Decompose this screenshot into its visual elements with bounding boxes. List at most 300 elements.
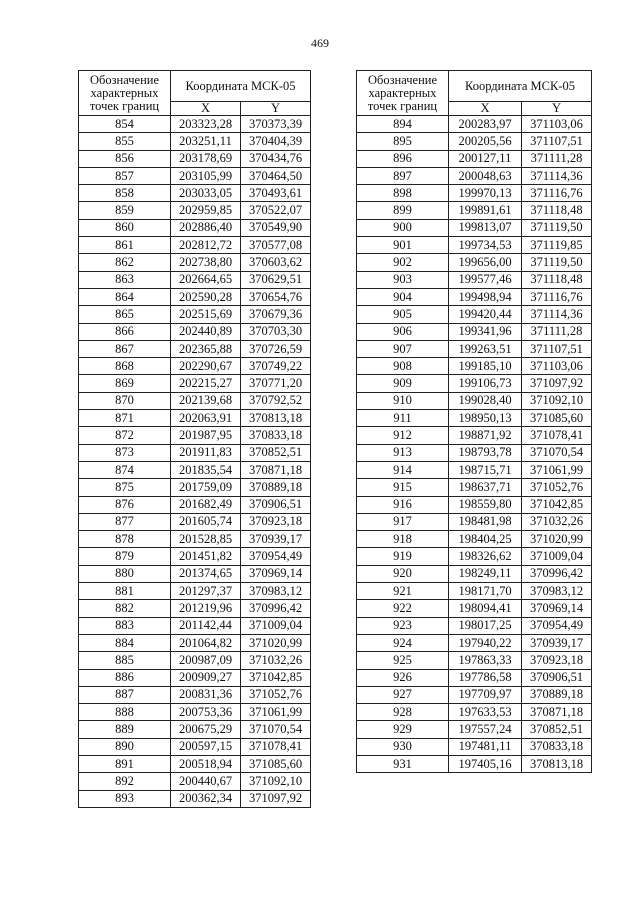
point-number: 917: [357, 513, 449, 530]
coord-x: 198404,25: [449, 531, 522, 548]
point-number: 910: [357, 392, 449, 409]
coord-y: 371061,99: [522, 461, 592, 478]
table-row: [357, 254, 592, 271]
point-number: 900: [357, 219, 449, 236]
coord-x: 200987,09: [171, 652, 241, 669]
coord-x: 201374,65: [171, 565, 241, 582]
coord-y: 371114,36: [522, 167, 592, 184]
coord-y: 371116,76: [522, 185, 592, 202]
point-number: 860: [79, 219, 171, 236]
table-row: [357, 306, 592, 323]
coord-y: 370969,14: [522, 600, 592, 617]
coord-x: 200362,34: [171, 790, 241, 807]
table-row: [79, 600, 311, 617]
table-row: [357, 461, 592, 478]
header-point-code: Обозначение характерных точек границ: [79, 71, 171, 116]
coord-y: 370654,76: [241, 288, 311, 305]
coord-y: 371116,76: [522, 288, 592, 305]
point-number: 897: [357, 167, 449, 184]
point-number: 859: [79, 202, 171, 219]
coord-x: 201682,49: [171, 496, 241, 513]
point-number: 909: [357, 375, 449, 392]
point-number: 881: [79, 583, 171, 600]
coord-x: 200597,15: [171, 738, 241, 755]
point-number: 918: [357, 531, 449, 548]
coord-x: 201142,44: [171, 617, 241, 634]
table-row: [79, 548, 311, 565]
coord-y: 371114,36: [522, 306, 592, 323]
coord-y: 371103,06: [522, 116, 592, 133]
table-row: [79, 150, 311, 167]
coord-y: 371097,92: [522, 375, 592, 392]
coord-x: 201759,09: [171, 479, 241, 496]
point-number: 856: [79, 150, 171, 167]
coord-x: 199577,46: [449, 271, 522, 288]
coord-y: 370679,36: [241, 306, 311, 323]
coord-y: 371119,85: [522, 237, 592, 254]
point-number: 878: [79, 531, 171, 548]
point-number: 903: [357, 271, 449, 288]
coord-y: 371009,04: [241, 617, 311, 634]
coord-x: 202886,40: [171, 219, 241, 236]
table-row: [79, 721, 311, 738]
coord-x: 198017,25: [449, 617, 522, 634]
point-number: 862: [79, 254, 171, 271]
point-number: 886: [79, 669, 171, 686]
table-row: [357, 271, 592, 288]
coord-x: 202063,91: [171, 410, 241, 427]
coord-y: 370726,59: [241, 340, 311, 357]
point-number: 854: [79, 116, 171, 133]
table-row: [357, 479, 592, 496]
coord-x: 201987,95: [171, 427, 241, 444]
point-number: 880: [79, 565, 171, 582]
coord-y: 370852,51: [522, 721, 592, 738]
coord-y: 371070,54: [522, 444, 592, 461]
coord-x: 198715,71: [449, 461, 522, 478]
coord-x: 199970,13: [449, 185, 522, 202]
point-number: 928: [357, 704, 449, 721]
coord-y: 371042,85: [522, 496, 592, 513]
coord-y: 370871,18: [522, 704, 592, 721]
table-row: [79, 306, 311, 323]
point-number: 879: [79, 548, 171, 565]
coord-x: 202290,67: [171, 358, 241, 375]
coord-y: 371119,50: [522, 219, 592, 236]
coord-y: 371085,60: [241, 755, 311, 772]
table-row: [79, 323, 311, 340]
table-row: [357, 116, 592, 133]
coord-x: 197405,16: [449, 755, 522, 772]
page-number: 469: [311, 36, 329, 50]
point-number: 870: [79, 392, 171, 409]
coord-x: 200909,27: [171, 669, 241, 686]
coord-y: 370749,22: [241, 358, 311, 375]
coord-y: 370373,39: [241, 116, 311, 133]
coord-y: 371078,41: [241, 738, 311, 755]
coordinates-table-left: [78, 70, 311, 808]
coord-x: 198871,92: [449, 427, 522, 444]
table-row: [357, 704, 592, 721]
coord-x: 197709,97: [449, 686, 522, 703]
coord-x: 201297,37: [171, 583, 241, 600]
coord-y: 371092,10: [522, 392, 592, 409]
coord-y: 371118,48: [522, 202, 592, 219]
table-row: [357, 167, 592, 184]
coord-x: 201911,83: [171, 444, 241, 461]
coord-x: 203033,05: [171, 185, 241, 202]
point-number: 895: [357, 133, 449, 150]
point-number: 863: [79, 271, 171, 288]
table-row: [79, 669, 311, 686]
point-number: 911: [357, 410, 449, 427]
table-row: [79, 496, 311, 513]
coord-y: 370871,18: [241, 461, 311, 478]
coord-y: 371020,99: [522, 531, 592, 548]
table-row: [357, 617, 592, 634]
coord-x: 198249,11: [449, 565, 522, 582]
coord-y: 370939,17: [522, 634, 592, 651]
coord-y: 370464,50: [241, 167, 311, 184]
point-number: 920: [357, 565, 449, 582]
point-number: 896: [357, 150, 449, 167]
table-row: [79, 755, 311, 772]
coord-y: 371032,26: [241, 652, 311, 669]
coord-x: 201219,96: [171, 600, 241, 617]
table-row: [79, 375, 311, 392]
table-row: [357, 410, 592, 427]
point-number: 913: [357, 444, 449, 461]
coord-y: 371032,26: [522, 513, 592, 530]
coord-y: 371009,04: [522, 548, 592, 565]
table-row: [79, 288, 311, 305]
point-number: 877: [79, 513, 171, 530]
coord-x: 199185,10: [449, 358, 522, 375]
table-row: [79, 444, 311, 461]
point-number: 905: [357, 306, 449, 323]
coord-y: 371052,76: [522, 479, 592, 496]
point-number: 875: [79, 479, 171, 496]
table-row: [79, 116, 311, 133]
point-number: 901: [357, 237, 449, 254]
coord-y: 370577,08: [241, 237, 311, 254]
point-number: 864: [79, 288, 171, 305]
table-row: [79, 237, 311, 254]
coordinates-table-right: [356, 70, 592, 773]
point-number: 931: [357, 755, 449, 772]
table-row: [79, 704, 311, 721]
coord-y: 370906,51: [522, 669, 592, 686]
coord-y: 371061,99: [241, 704, 311, 721]
table-row: [79, 738, 311, 755]
point-number: 871: [79, 410, 171, 427]
point-number: 902: [357, 254, 449, 271]
coord-x: 199420,44: [449, 306, 522, 323]
table-row: [357, 375, 592, 392]
point-number: 868: [79, 358, 171, 375]
point-number: 869: [79, 375, 171, 392]
table-row: [357, 150, 592, 167]
coord-y: 371070,54: [241, 721, 311, 738]
coord-x: 202959,85: [171, 202, 241, 219]
table-row: [79, 392, 311, 409]
coord-x: 199028,40: [449, 392, 522, 409]
table-row: [357, 583, 592, 600]
table-row: [79, 634, 311, 651]
coord-y: 371097,92: [241, 790, 311, 807]
coord-x: 200831,36: [171, 686, 241, 703]
table-row: [357, 237, 592, 254]
coord-y: 370983,12: [241, 583, 311, 600]
coord-x: 200518,94: [171, 755, 241, 772]
coord-y: 370493,61: [241, 185, 311, 202]
coord-y: 370923,18: [522, 652, 592, 669]
point-number: 894: [357, 116, 449, 133]
point-number: 874: [79, 461, 171, 478]
coord-x: 197940,22: [449, 634, 522, 651]
table-row: [79, 531, 311, 548]
coord-x: 203105,99: [171, 167, 241, 184]
table-row: [357, 721, 592, 738]
table-row: [357, 634, 592, 651]
coord-x: 197633,53: [449, 704, 522, 721]
point-number: 867: [79, 340, 171, 357]
coord-x: 199263,51: [449, 340, 522, 357]
table-row: [79, 427, 311, 444]
coord-x: 199106,73: [449, 375, 522, 392]
coord-x: 202515,69: [171, 306, 241, 323]
table-row: [357, 202, 592, 219]
coord-y: 370434,76: [241, 150, 311, 167]
point-number: 921: [357, 583, 449, 600]
table-row: [357, 185, 592, 202]
table-row: [79, 479, 311, 496]
coord-y: 370833,18: [241, 427, 311, 444]
coord-y: 370813,18: [522, 755, 592, 772]
coord-x: 202440,89: [171, 323, 241, 340]
point-number: 906: [357, 323, 449, 340]
coord-y: 370996,42: [522, 565, 592, 582]
table-row: [79, 513, 311, 530]
point-number: 865: [79, 306, 171, 323]
table-row: [357, 358, 592, 375]
coord-y: 370404,39: [241, 133, 311, 150]
table-row: [357, 444, 592, 461]
header-y: Y: [241, 102, 311, 116]
table-row: [79, 185, 311, 202]
table-row: [79, 461, 311, 478]
coord-y: 371119,50: [522, 254, 592, 271]
table-row: [79, 617, 311, 634]
coord-x: 202738,80: [171, 254, 241, 271]
coord-y: 370603,62: [241, 254, 311, 271]
point-number: 885: [79, 652, 171, 669]
table-row: [357, 686, 592, 703]
coord-x: 199498,94: [449, 288, 522, 305]
coord-x: 197481,11: [449, 738, 522, 755]
coord-x: 197557,24: [449, 721, 522, 738]
coord-x: 202590,28: [171, 288, 241, 305]
table-row: [357, 600, 592, 617]
coord-y: 370969,14: [241, 565, 311, 582]
point-number: 927: [357, 686, 449, 703]
coord-x: 199813,07: [449, 219, 522, 236]
table-row: [79, 410, 311, 427]
coord-y: 370906,51: [241, 496, 311, 513]
table-row: [79, 565, 311, 582]
table-row: [79, 686, 311, 703]
coord-y: 370954,49: [522, 617, 592, 634]
coord-x: 198559,80: [449, 496, 522, 513]
table-row: [79, 202, 311, 219]
table-row: [357, 496, 592, 513]
coord-y: 370549,90: [241, 219, 311, 236]
coord-x: 202215,27: [171, 375, 241, 392]
point-number: 914: [357, 461, 449, 478]
coord-y: 370629,51: [241, 271, 311, 288]
coord-x: 202812,72: [171, 237, 241, 254]
point-number: 922: [357, 600, 449, 617]
coord-x: 201451,82: [171, 548, 241, 565]
coord-y: 371078,41: [522, 427, 592, 444]
table-row: [357, 133, 592, 150]
coord-y: 371042,85: [241, 669, 311, 686]
point-number: 872: [79, 427, 171, 444]
coord-x: 201605,74: [171, 513, 241, 530]
table-row: [79, 583, 311, 600]
point-number: 873: [79, 444, 171, 461]
point-number: 899: [357, 202, 449, 219]
coord-x: 198793,78: [449, 444, 522, 461]
point-number: 889: [79, 721, 171, 738]
coord-x: 200127,11: [449, 150, 522, 167]
point-number: 876: [79, 496, 171, 513]
table-row: [357, 652, 592, 669]
table-row: [79, 790, 311, 807]
coord-x: 203251,11: [171, 133, 241, 150]
coord-y: 370522,07: [241, 202, 311, 219]
coord-x: 198326,62: [449, 548, 522, 565]
point-number: 884: [79, 634, 171, 651]
point-number: 915: [357, 479, 449, 496]
coord-y: 371052,76: [241, 686, 311, 703]
coord-x: 200440,67: [171, 773, 241, 790]
coord-y: 371107,51: [522, 340, 592, 357]
point-number: 857: [79, 167, 171, 184]
coord-x: 201064,82: [171, 634, 241, 651]
point-number: 882: [79, 600, 171, 617]
coord-x: 203178,69: [171, 150, 241, 167]
coord-x: 199891,61: [449, 202, 522, 219]
point-number: 861: [79, 237, 171, 254]
table-row: [357, 340, 592, 357]
coord-y: 370923,18: [241, 513, 311, 530]
table-row: [357, 427, 592, 444]
point-number: 887: [79, 686, 171, 703]
coord-x: 198481,98: [449, 513, 522, 530]
coord-x: 201835,54: [171, 461, 241, 478]
coord-y: 370703,30: [241, 323, 311, 340]
coord-y: 371103,06: [522, 358, 592, 375]
coord-y: 371020,99: [241, 634, 311, 651]
table-row: [357, 565, 592, 582]
table-row: [357, 219, 592, 236]
table-row: [79, 167, 311, 184]
table-row: [79, 652, 311, 669]
coord-y: 371111,28: [522, 323, 592, 340]
point-number: 890: [79, 738, 171, 755]
coord-x: 197786,58: [449, 669, 522, 686]
coord-x: 202139,68: [171, 392, 241, 409]
point-number: 924: [357, 634, 449, 651]
coord-x: 199656,00: [449, 254, 522, 271]
table-row: [79, 358, 311, 375]
point-number: 907: [357, 340, 449, 357]
table-row: [357, 738, 592, 755]
coord-y: 370939,17: [241, 531, 311, 548]
header-point-code: Обозначение характерных точек границ: [357, 71, 449, 116]
coord-x: 199341,96: [449, 323, 522, 340]
coord-y: 371118,48: [522, 271, 592, 288]
coord-y: 370889,18: [241, 479, 311, 496]
coord-x: 203323,28: [171, 116, 241, 133]
coord-x: 200048,63: [449, 167, 522, 184]
point-number: 858: [79, 185, 171, 202]
point-number: 855: [79, 133, 171, 150]
coord-x: 200753,36: [171, 704, 241, 721]
coord-y: 370852,51: [241, 444, 311, 461]
coord-x: 201528,85: [171, 531, 241, 548]
point-number: 929: [357, 721, 449, 738]
point-number: 925: [357, 652, 449, 669]
point-number: 930: [357, 738, 449, 755]
header-x: X: [171, 102, 241, 116]
header-coordinate: Координата МСК-05: [171, 71, 311, 102]
table-row: [357, 392, 592, 409]
coord-x: 202365,88: [171, 340, 241, 357]
table-row: [357, 531, 592, 548]
table-row: [79, 219, 311, 236]
header-y: Y: [522, 102, 592, 116]
coord-y: 370954,49: [241, 548, 311, 565]
table-row: [79, 271, 311, 288]
table-row: [357, 513, 592, 530]
coord-x: 197863,33: [449, 652, 522, 669]
point-number: 893: [79, 790, 171, 807]
coord-y: 371085,60: [522, 410, 592, 427]
table-row: [79, 773, 311, 790]
coord-y: 371107,51: [522, 133, 592, 150]
point-number: 891: [79, 755, 171, 772]
coord-y: 370813,18: [241, 410, 311, 427]
table-row: [79, 133, 311, 150]
coord-y: 370833,18: [522, 738, 592, 755]
table-row: [79, 340, 311, 357]
coord-x: 198950,13: [449, 410, 522, 427]
table-row: [357, 755, 592, 772]
coord-x: 200205,56: [449, 133, 522, 150]
coord-y: 370792,52: [241, 392, 311, 409]
table-row: [357, 669, 592, 686]
point-number: 883: [79, 617, 171, 634]
coord-x: 202664,65: [171, 271, 241, 288]
coord-y: 371092,10: [241, 773, 311, 790]
point-number: 912: [357, 427, 449, 444]
coord-y: 371111,28: [522, 150, 592, 167]
table-row: [357, 548, 592, 565]
coord-y: 370983,12: [522, 583, 592, 600]
point-number: 908: [357, 358, 449, 375]
